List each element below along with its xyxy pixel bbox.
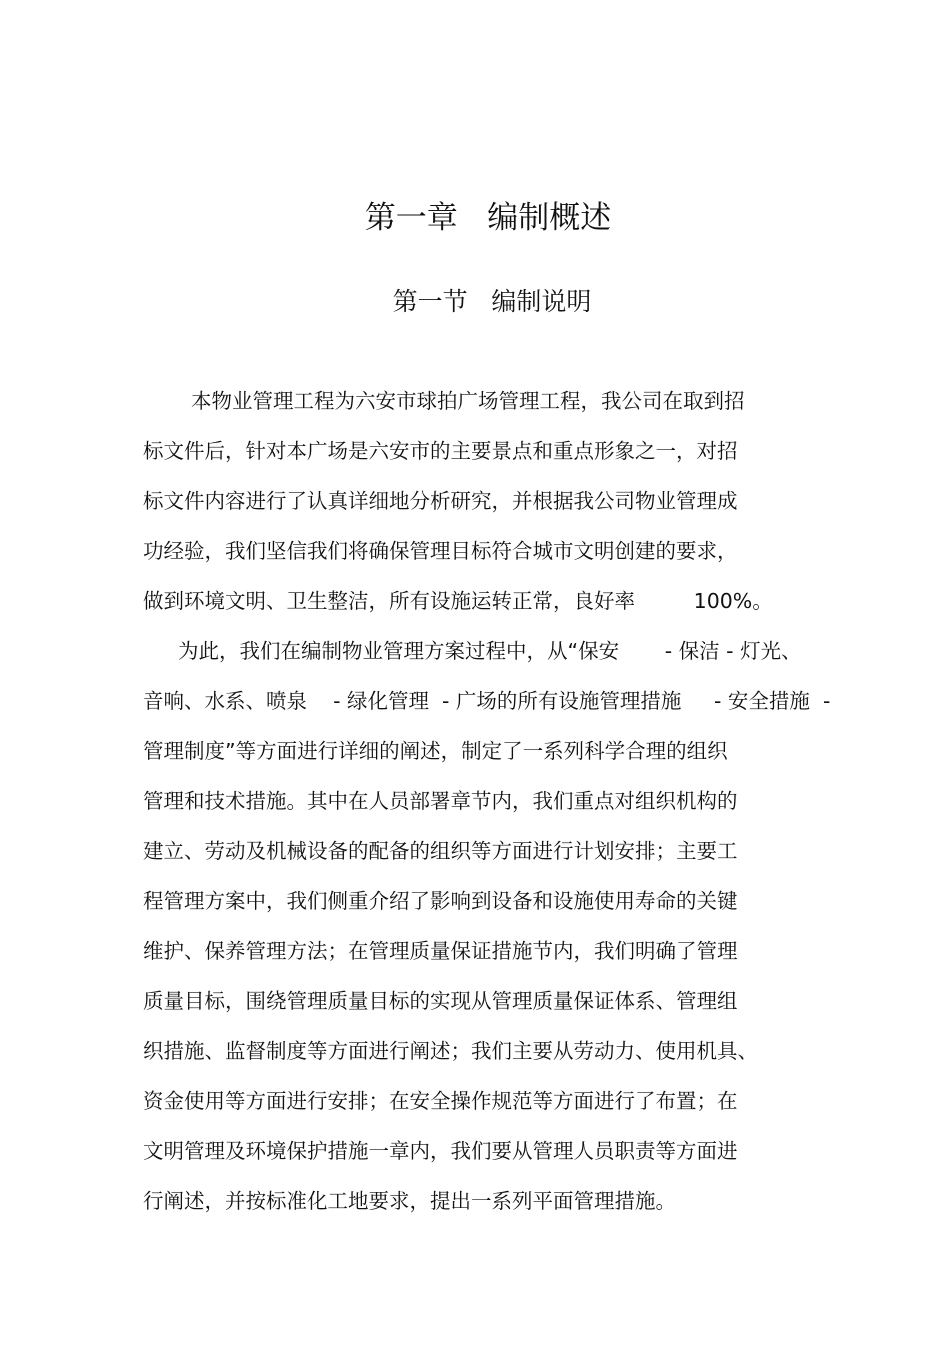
body-line: 资金使用等方面进行安排；在安全操作规范等方面进行了布置；在 [143,1089,738,1113]
body-line: 音响、水系、喷泉 - 绿化管理 - 广场的所有设施管理措施 - 安全措施 - [143,689,831,713]
chapter-title: 第一章 编制概述 [364,200,612,236]
body-line: 管理和技术措施。其中在人员部署章节内，我们重点对组织机构的 [143,789,738,813]
body-line: 建立、劳动及机械设备的配备的组织等方面进行计划安排；主要工 [143,839,738,863]
body-line: 文明管理及环境保护措施一章内，我们要从管理人员职责等方面进 [143,1139,738,1163]
body-line: 维护、保养管理方法；在管理质量保证措施节内，我们明确了管理 [143,939,738,963]
body-line: 管理制度”等方面进行详细的阐述，制定了一系列科学合理的组织 [143,739,728,763]
body-line: 质量目标，围绕管理质量目标的实现从管理质量保证体系、管理组 [143,989,738,1013]
body-line: 功经验，我们坚信我们将确保管理目标符合城市文明创建的要求， [143,539,738,563]
body-line: 做到环境文明、卫生整洁，所有设施运转正常，良好率 100%。 [143,589,773,613]
body-line: 织措施、监督制度等方面进行阐述；我们主要从劳动力、使用机具、 [143,1039,758,1063]
body-line: 程管理方案中，我们侧重介绍了影响到设备和设施使用寿命的关键 [143,889,738,913]
body-line: 为此，我们在编制物业管理方案过程中，从“保安 - 保洁 - 灯光、 [178,639,802,663]
body-line: 标文件内容进行了认真详细地分析研究，并根据我公司物业管理成 [143,489,738,513]
body-line: 行阐述，并按标准化工地要求，提出一系列平面管理措施。 [143,1189,676,1213]
body-line: 本物业管理工程为六安市球拍广场管理工程，我公司在取到招 [191,389,745,413]
body-line: 标文件后，针对本广场是六安市的主要景点和重点形象之一，对招 [143,439,738,463]
section-title: 第一节 编制说明 [392,287,592,316]
